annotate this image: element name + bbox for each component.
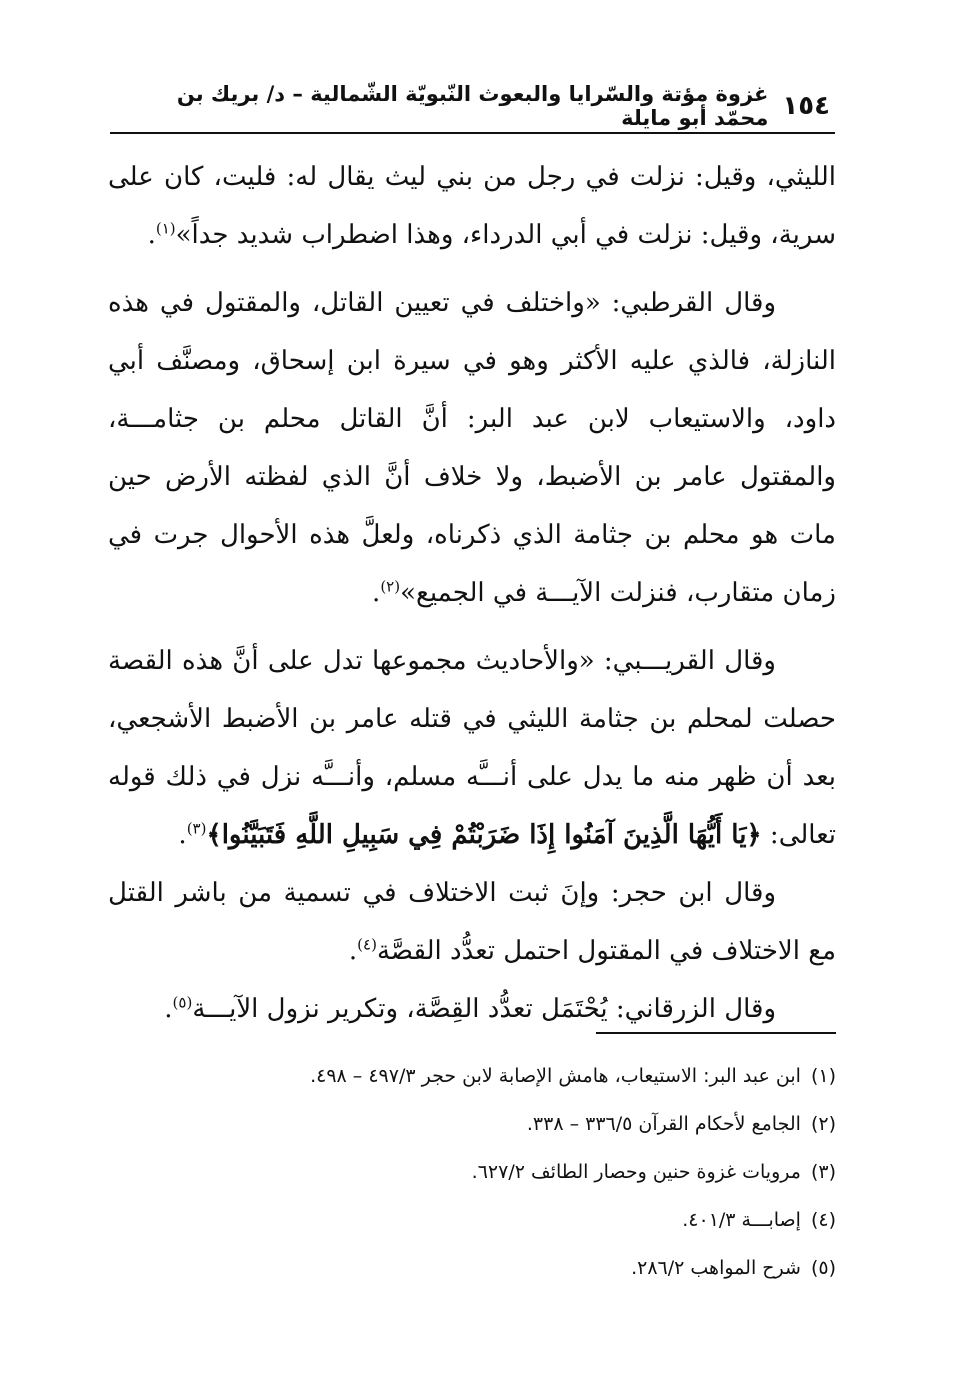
footnote-ref-3: (٣) [186,819,207,838]
footnote-ref-4: (٤) [357,935,377,954]
footnote-ref-1: (١) [155,219,176,238]
page-number: ١٥٤ [782,91,830,121]
paragraph-1: الليثي، وقيل: نزلت في رجل من بني ليث يقال له: فليت، كان على سرية، وقيل: نزلت في أبي الدرداء، وهذا اضطراب شديد جداً»$^{(١)}$. [108,162,836,250]
footnotes [180,1052,836,1292]
page-header [150,82,830,130]
quran-verse: ﴿يَا أَيُّهَا الَّذِينَ آمَنُوا إِذَا ضَرَبْتُمْ فِي سَبِيلِ اللَّهِ فَتَبَيَّنُوا﴾ [206,820,762,850]
header-rule [110,132,835,134]
main-text [108,148,836,1038]
footnote-5: (٥)شرح المواهب ٢٨٦/٢. [631,1257,836,1279]
paragraph-5: وقال الزرقاني: يُحْتَمَل تعدُّد القِصَّة، وتكرير نزول الآيـــة$^{(٥)}$. [164,993,776,1024]
paragraph-2: وقال القرطبي: «واختلف في تعيين القاتل، والمقتول في هذه النازلة، فالذي عليه الأكثر وهو في سيرة ابن إسحاق، ومصنَّف أبي داود، والاستيعاب لابن عبد البر: أنَّ القاتل محلم بن جثامـــة، والمقتول عامر بن الأضبط، ولا خلاف أنَّ الذي لفظته الأرض حين مات هو محلم بن جثامة الذي ذكرناه، ولعلَّ هذه الأحوال جرت في زمان متقارب، فنزلت الآيـــة في الجميع»$^{(٢)}$. [108,288,836,608]
paragraph-4: وقال ابن حجر: وإنَ ثبت الاختلاف في تسمية من باشر القتل مع الاختلاف في المقتول احتمل تعدُّد القصَّة$^{(٤)}$. [108,878,836,966]
footnote-ref-5: (٥) [172,993,193,1012]
paragraph-3: وقال القريـــبي: «والأحاديث مجموعها تدل على أنَّ هذه القصة حصلت لمحلم بن جثامة الليثي في قتله عامر بن الأضبط الأشجعي، بعد أن ظهر منه ما يدل على أنـــَّه مسلم، وأنـــَّه نزل في ذلك قوله تعالى: ﴿يَا أَيُّهَا الَّذِينَ آمَنُوا إِذَا ضَرَبْتُمْ فِي سَبِيلِ اللَّهِ فَتَبَيَّنُوا﴾$^{(٣)}$. [108,646,837,850]
footnote-separator [596,1032,836,1034]
footnote-ref-2: (٢) [380,577,401,596]
footnote-2: (٢)الجامع لأحكام القرآن ٣٣٦/٥ – ٣٣٨. [526,1113,836,1135]
running-title: غزوة مؤتة والسّرايا والبعوث النّبويّة الشّمالية – د/ بريك بن محمّد أبو مايلة [176,82,769,130]
footnote-4: (٤)إصابـــة ٤٠١/٣. [682,1209,836,1231]
footnote-3: (٣)مرويات غزوة حنين وحصار الطائف ٦٢٧/٢. [471,1161,836,1183]
footnote-1: (١)ابن عبد البر: الاستيعاب، هامش الإصابة لابن حجر ٤٩٧/٣ – ٤٩٨. [310,1065,836,1087]
